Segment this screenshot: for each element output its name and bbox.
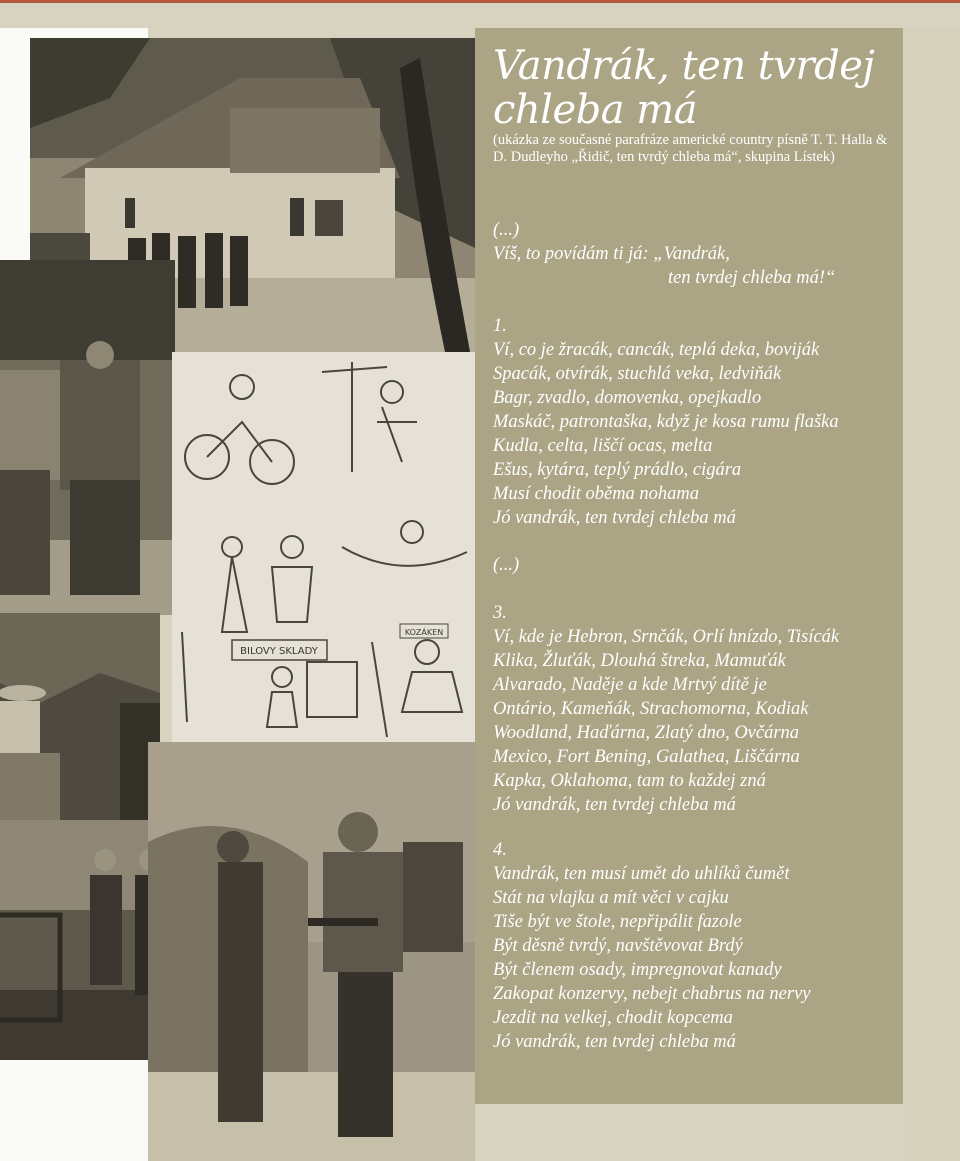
page-title: Vandrák, ten tvrdej chleba má [493, 43, 875, 133]
verse-line: Kudla, celta, liščí ocas, melta [493, 436, 713, 456]
intro-line: ten tvrdej chleba má!“ [668, 268, 836, 288]
verse-line: Jezdit na velkej, chodit kopcema [493, 1008, 733, 1028]
verse-number: 1. [493, 316, 507, 336]
right-margin-strip [903, 28, 960, 1161]
verse-line: Ešus, kytára, teplý prádlo, cigára [493, 460, 742, 480]
photo-backpackers [0, 260, 175, 615]
verse-line: Mexico, Fort Bening, Galathea, Liščárna [493, 747, 800, 767]
verse-line: Jó vandrák, ten tvrdej chleba má [493, 508, 736, 528]
verse-4 [493, 838, 898, 1054]
verse-line: Kapka, Oklahoma, tam to každej zná [493, 771, 766, 791]
verse-number: 3. [493, 603, 507, 623]
ellipsis-text: (...) [493, 555, 520, 575]
cartoon-sign-kozaken: KOZÁKEN [404, 628, 444, 637]
verse-line: Maskáč, patrontaška, když je kosa rumu flaška [493, 412, 839, 432]
photo-forest-man [0, 613, 160, 823]
verse-line: Alvarado, Naděje a kde Mrtvý dítě je [493, 675, 767, 695]
photo-guitar-campers [148, 742, 475, 1161]
verse-line: Ví, kde je Hebron, Srnčák, Orlí hnízdo, Tisícák [493, 627, 840, 647]
verse-line: Jó vandrák, ten tvrdej chleba má [493, 1032, 736, 1052]
cartoon-drawing [172, 352, 475, 744]
verse-line: Zakopat konzervy, nebejt chabrus na nervy [493, 984, 811, 1004]
cartoon-sign-bilovy: BILOVY SKLADY [240, 646, 318, 657]
verse-line: Klika, Žluťák, Dlouhá štreka, Mamuťák [493, 651, 786, 671]
verse-line: Musí chodit oběma nohama [493, 484, 700, 504]
verse-line: Být členem osady, impregnovat kanady [493, 960, 782, 980]
verse-line: Spacák, otvírák, stuchlá veka, ledviňák [493, 364, 782, 384]
verse-line: Stát na vlajku a mít věci v cajku [493, 888, 729, 908]
song-subtitle: (ukázka ze současné parafráze americké country písně T. T. Halla & D. Dudleyho „Řidič, ten tvrdý chleba má“, skupina Lístek) [493, 132, 888, 165]
verse-line: Woodland, Haďárna, Zlatý dno, Ovčárna [493, 723, 800, 743]
verse-line: Tiše být ve štole, nepřipálit fazole [493, 912, 742, 932]
intro-block [493, 218, 898, 290]
verse-3 [493, 601, 898, 817]
verse-line: Být děsně tvrdý, navštěvovat Brdý [493, 936, 743, 956]
verse-line: Ontário, Kameňák, Strachomorna, Kodiak [493, 699, 809, 719]
intro-line: Víš, to povídám ti já: „Vandrák, [493, 244, 730, 264]
verse-line: Vandrák, ten musí umět do uhlíků čumět [493, 864, 790, 884]
verse-line: Ví, co je žracák, cancák, teplá deka, boviják [493, 340, 820, 360]
top-accent-line [0, 0, 960, 3]
verse-line: Bagr, zvadlo, domovenka, opejkadlo [493, 388, 762, 408]
ellipsis-break [493, 553, 898, 577]
verse-number: 4. [493, 840, 507, 860]
intro-ellipsis: (...) [493, 220, 520, 240]
verse-1 [493, 314, 898, 530]
verse-line: Jó vandrák, ten tvrdej chleba má [493, 795, 736, 815]
